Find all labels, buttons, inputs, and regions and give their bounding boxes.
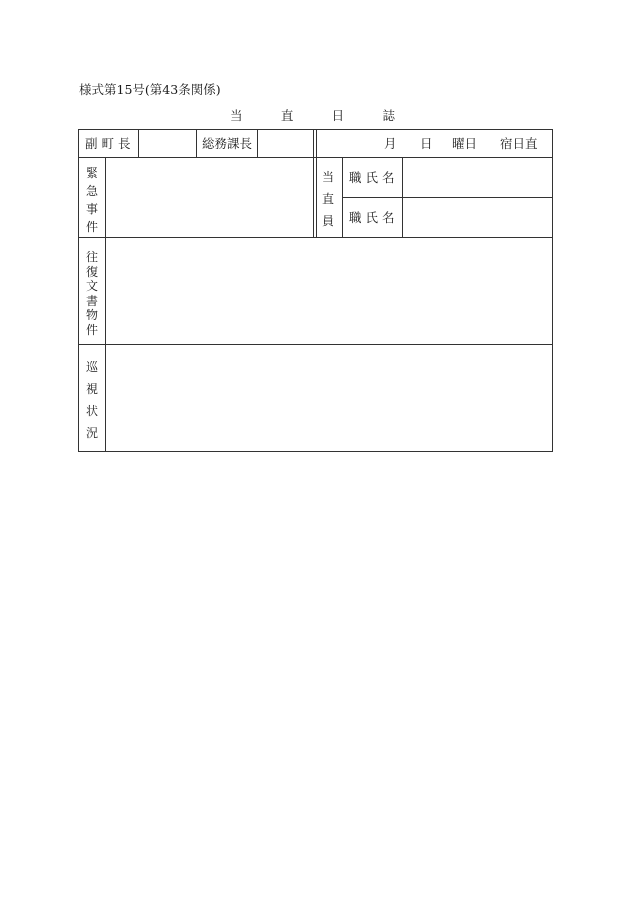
date-weekday-label: 曜日 xyxy=(452,136,478,151)
correspondence-label: 往 復 文 書 物 件 xyxy=(85,250,98,337)
general-affairs-seal-box[interactable] xyxy=(258,130,313,157)
general-affairs-label: 総務課長 xyxy=(202,136,253,151)
rule-double-right xyxy=(316,130,317,237)
duty-log-form xyxy=(78,129,553,452)
title-char-1: 当 xyxy=(230,108,243,123)
date-month-label: 月 xyxy=(384,136,397,151)
rule-duty-staff-label xyxy=(342,157,343,237)
title-char-4: 誌 xyxy=(382,108,395,123)
correspondence-field[interactable] xyxy=(106,238,552,344)
vice-mayor-seal-box[interactable] xyxy=(139,130,196,157)
form-header: 様式第15号(第43条関係) xyxy=(79,82,221,97)
staff-row-1-value[interactable] xyxy=(403,158,552,197)
document-title xyxy=(230,106,395,124)
emergency-label: 緊 急 事 件 xyxy=(85,166,98,234)
patrol-label: 巡 視 状 況 xyxy=(85,360,98,440)
rule-vice-mayor-seal xyxy=(196,130,197,157)
vice-mayor-label: 副 町 長 xyxy=(85,136,131,151)
staff-row-2-value[interactable] xyxy=(403,198,552,237)
staff-row-1-label: 職 氏 名 xyxy=(349,170,395,185)
title-char-2: 直 xyxy=(280,108,294,123)
duty-staff-label: 当 直 員 xyxy=(321,170,334,228)
staff-row-2-label: 職 氏 名 xyxy=(349,210,395,225)
duty-type-label: 宿日直 xyxy=(500,136,538,151)
date-day-label: 日 xyxy=(420,136,433,151)
patrol-field[interactable] xyxy=(106,345,552,451)
emergency-field[interactable] xyxy=(106,158,313,237)
title-char-3: 日 xyxy=(331,108,345,123)
rule-double-left xyxy=(313,130,314,237)
